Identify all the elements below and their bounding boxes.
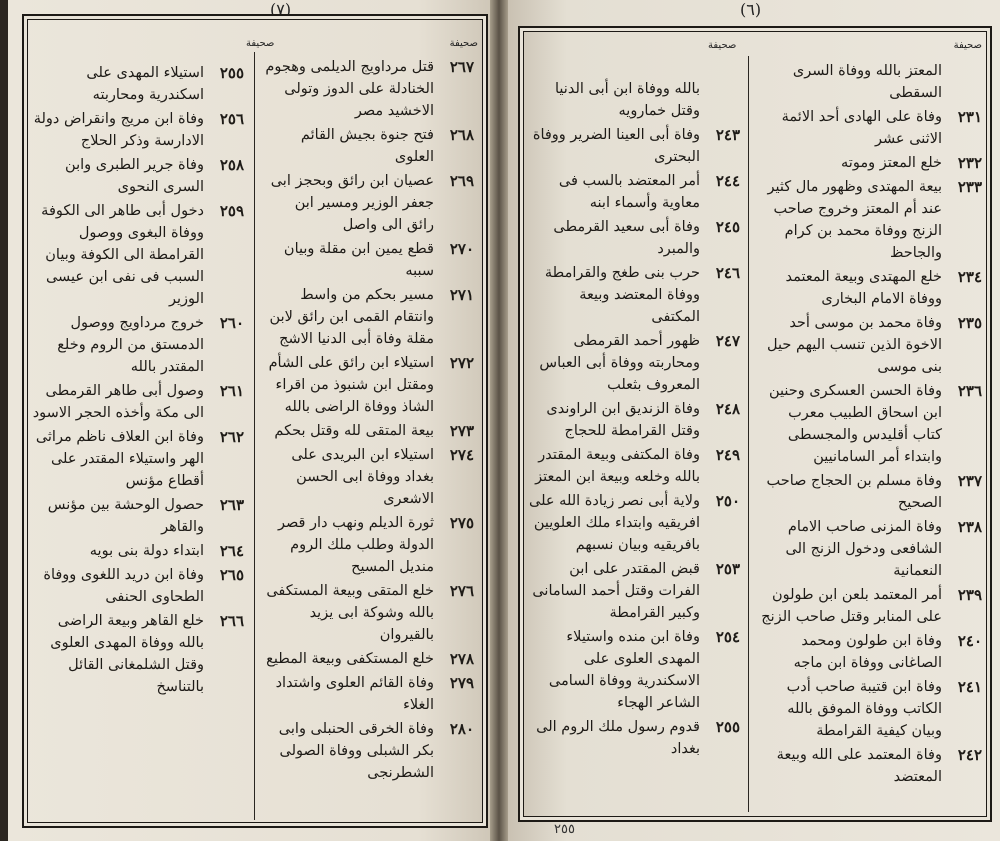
right-inner-entry: [528, 330, 740, 396]
left-outer-entry: [264, 56, 474, 122]
right-inner-entry-title: أمر المعتضد بالسب فى معاوية وأسماء ابنه: [558, 173, 700, 211]
right-outer-entry-title: خلع المهتدى وبيعة المعتمد ووفاة الامام البخارى: [785, 269, 942, 307]
right-outer-entry-title: وفاة ابن طولون ومحمد الصاغانى ووفاة ابن ماجه: [793, 633, 942, 671]
left-outer-column-header: صحيفة: [449, 38, 478, 49]
left-column-divider: [254, 52, 255, 820]
left-outer-entry-page-number: ٢٧٠: [449, 240, 474, 258]
right-inner-entry-page-number: ٢٥٠: [715, 492, 740, 510]
left-inner-entry-title: وفاة ابن مريج وانقراض دولة الادارسة وذكر الحلاج: [33, 111, 204, 149]
right-inner-entry-page-number: ٢٥٤: [715, 628, 740, 646]
right-inner-entry: [528, 216, 740, 260]
right-outer-entry-title: أمر المعتمد بلعن ابن طولون على المنابر وقتل صاحب الزنج: [761, 587, 942, 625]
right-outer-entry-page-number: ٢٣٤: [957, 268, 982, 286]
right-outer-entry-page-number: [942, 60, 982, 104]
right-inner-entry-title: قدوم رسول ملك الروم الى بغداد: [536, 719, 700, 757]
left-inner-entry-title: وصول أبى طاهر القرمطى الى مكة وأخذه الحجر الاسود: [32, 383, 204, 421]
right-inner-entry-title: حرب بنى طغج والقرامطة ووفاة المعتضد وبيعة المكتفى: [544, 265, 700, 325]
right-column-divider: [748, 56, 749, 812]
right-outer-entry: [758, 676, 982, 742]
right-outer-entry-page-number: ٢٣٧: [957, 472, 982, 490]
left-page-number: (٧): [270, 0, 292, 19]
right-outer-entry: [758, 60, 982, 104]
left-inner-entry: [32, 312, 244, 378]
left-outer-entry-title: فتح جنوة بجيش القائم العلوى: [300, 127, 434, 165]
right-outer-entry: [758, 152, 982, 174]
left-outer-entry: [264, 444, 474, 510]
left-inner-entry-title: دخول أبى طاهر الى الكوفة ووفاة البغوى ووصول القرامطة الى الكوفة وبيان السبب فى نفى ابن عيسى الوزير: [41, 203, 204, 307]
right-inner-entry-page-number: ٢٤٥: [715, 218, 740, 236]
left-inner-entry: [32, 564, 244, 608]
left-outer-column: [264, 56, 474, 786]
right-inner-entry-page-number: ٢٤٦: [715, 264, 740, 282]
left-inner-entry: [32, 380, 244, 424]
right-outer-entry: [758, 106, 982, 150]
right-inner-entry: [528, 626, 740, 714]
left-inner-entry: [32, 154, 244, 198]
left-inner-entry: [32, 610, 244, 698]
right-inner-entry-page-number: ٢٤٩: [715, 446, 740, 464]
right-outer-entry-title: وفاة المزنى صاحب الامام الشافعى ودخول الزنج الى النعمانية: [785, 519, 942, 579]
left-outer-entry-title: استيلاء ابن رائق على الشأم ومقتل ابن شنبوذ من اقراء الشاذ ووفاة الراضى بالله: [268, 355, 434, 415]
left-outer-entry-page-number: ٢٧٤: [449, 446, 474, 464]
right-column-header: صحيفة: [953, 40, 982, 51]
left-outer-entry-page-number: ٢٧١: [449, 286, 474, 304]
left-outer-entry-title: مسير بحكم من واسط وانتقام القمى ابن رائق لابن مقلة وفاة أبى الدنيا الاشج: [269, 287, 434, 347]
right-outer-entry-page-number: ٢٣١: [957, 108, 982, 126]
left-outer-entry-page-number: ٢٦٨: [449, 126, 474, 144]
right-outer-entry: [758, 470, 982, 514]
left-outer-entry-page-number: ٢٨٠: [449, 720, 474, 738]
left-inner-entry: [32, 540, 244, 562]
left-outer-entry-title: ثورة الديلم ونهب دار قصر الدولة وطلب ملك الروم منديل المسيح: [277, 515, 434, 575]
left-outer-entry-title: قتل مرداويج الديلمى وهجوم الخنادلة على الدوز وتولى الاخشيد مصر: [265, 59, 434, 119]
right-inner-entry: [528, 558, 740, 624]
right-outer-entry-title: وفاة على الهادى أحد الائمة الاثنى عشر: [781, 109, 942, 147]
left-outer-entry: [264, 672, 474, 716]
left-inner-entry: [32, 108, 244, 152]
right-footer-number: ٢٥٥: [554, 822, 575, 837]
left-outer-entry-title: استيلاء ابن البريدى على بغداد ووفاة ابى الحسن الاشعرى: [291, 447, 434, 507]
left-page: [8, 0, 490, 841]
left-inner-entry-page-number: ٢٥٦: [219, 110, 244, 128]
left-inner-entry: [32, 494, 244, 538]
left-outer-entry: [264, 170, 474, 236]
right-outer-entry-page-number: ٢٤٢: [957, 746, 982, 764]
right-outer-column: [758, 60, 982, 790]
left-outer-entry-page-number: ٢٦٩: [449, 172, 474, 190]
right-outer-entry-title: وفاة المعتمد على الله وبيعة المعتضد: [776, 747, 942, 785]
book-gutter: [490, 0, 508, 841]
right-inner-entry-title: ولاية أبى نصر زيادة الله على افريقيه وابتداء ملك العلويين بافريقيه وبيان نسبهم: [529, 493, 700, 553]
left-inner-entry-page-number: ٢٦٢: [219, 428, 244, 446]
right-outer-entry-title: المعتز بالله ووفاة السرى السقطى: [792, 63, 942, 101]
left-inner-entry-page-number: ٢٦٥: [219, 566, 244, 584]
left-outer-entry-title: خلع المستكفى وبيعة المطيع: [266, 651, 434, 667]
right-outer-entry: [758, 516, 982, 582]
right-outer-entry-title: وفاة الحسن العسكرى وحنين ابن اسحاق الطبيب معرب كتاب أقليدس والمجسطى وابتداء أمر السامانيين: [768, 383, 942, 465]
right-inner-column: [528, 78, 740, 762]
right-inner-entry-title: وفاة أبى سعيد القرمطى والمبرد: [553, 219, 700, 257]
left-inner-entry-page-number: ٢٦٣: [219, 496, 244, 514]
right-inner-entry: [528, 398, 740, 442]
left-inner-column: [32, 62, 244, 700]
right-inner-entry: [528, 124, 740, 168]
left-inner-column-header: صحيفة: [246, 38, 275, 49]
left-outer-entry-page-number: ٢٦٧: [449, 58, 474, 76]
left-outer-entry-page-number: ٢٧٣: [449, 422, 474, 440]
left-outer-entry-page-number: ٢٧٨: [449, 650, 474, 668]
left-inner-entry-page-number: ٢٦٠: [219, 314, 244, 332]
left-inner-entry-title: حصول الوحشة بين مؤنس والقاهر: [47, 497, 204, 535]
right-inner-entry-title: ظهور أحمد القرمطى ومحاربته ووفاة أبى العباس المعروف بثعلب: [539, 333, 700, 393]
right-inner-entry-page-number: ٢٤٣: [715, 126, 740, 144]
right-outer-entry-page-number: ٢٣٦: [957, 382, 982, 400]
left-inner-entry: [32, 200, 244, 310]
left-inner-entry: [32, 62, 244, 106]
right-page: [508, 0, 1000, 841]
right-outer-entry-title: وفاة ابن قتيبة صاحب أدب الكاتب ووفاة الموفق بالله وبيان كيفية القرامطة: [786, 679, 942, 739]
left-inner-entry-page-number: ٢٥٥: [219, 64, 244, 82]
left-inner-entry: [32, 426, 244, 492]
left-outer-entry: [264, 238, 474, 282]
left-inner-entry-title: وفاة ابن دريد اللغوى ووفاة الطحاوى الحنفى: [43, 567, 204, 605]
right-inner-entry-page-number: ٢٤٧: [715, 332, 740, 350]
right-outer-entry-page-number: ٢٣٥: [957, 314, 982, 332]
right-inner-entry: [528, 262, 740, 328]
left-inner-entry-page-number: ٢٥٨: [219, 156, 244, 174]
left-outer-entry-title: عصيان ابن رائق وبحجز ابى جعفر الوزير ومسير ابن رائق الى واصل: [270, 173, 434, 233]
right-page-number: (٦): [740, 0, 762, 19]
right-inner-entry-page-number: ٢٥٣: [715, 560, 740, 578]
right-outer-entry-title: بيعة المهتدى وظهور مال كثير عند أم المعتز وخروج صاحب الزنج ووفاة محمد بن كرام والجاحظ: [767, 179, 942, 261]
right-outer-entry: [758, 312, 982, 378]
right-outer-entry-title: وفاة مسلم بن الحجاج صاحب الصحيح: [766, 473, 942, 511]
left-inner-entry-page-number: ٢٦١: [219, 382, 244, 400]
right-outer-entry-page-number: ٢٤٠: [957, 632, 982, 650]
right-inner-entry: [528, 78, 740, 122]
right-outer-entry: [758, 380, 982, 468]
left-outer-entry-page-number: ٢٧٥: [449, 514, 474, 532]
left-outer-entry-title: خلع المتقى وبيعة المستكفى بالله وشوكة ابى يزيد بالقيروان: [266, 583, 434, 643]
left-outer-entry-title: بيعة المتقى لله وقتل بحكم: [274, 423, 434, 439]
right-inner-entry: [528, 490, 740, 556]
left-outer-entry: [264, 284, 474, 350]
right-inner-entry-title: وفاة ابن منده واستيلاء المهدى العلوى على الاسكندرية ووفاة السامى الشاعر الهجاء: [548, 629, 700, 711]
right-outer-entry: [758, 744, 982, 788]
right-inner-entry-title: وفاة أبى العينا الضرير ووفاة البحترى: [532, 127, 700, 165]
left-outer-entry: [264, 512, 474, 578]
right-outer-entry-title: خلع المعتز وموته: [841, 155, 942, 171]
right-inner-entry-page-number: [700, 78, 740, 122]
left-outer-entry: [264, 580, 474, 646]
left-inner-entry-title: خروج مرداويج ووصول الدمستق من الروم وخلع المقتدر بالله: [57, 315, 204, 375]
right-inner-entry-title: بالله ووفاة ابن أبى الدنيا وقتل خمارويه: [555, 81, 700, 119]
left-outer-entry-title: قطع يمين ابن مقلة وبيان سببه: [283, 241, 434, 279]
left-inner-entry-page-number: ٢٥٩: [219, 202, 244, 220]
left-inner-entry-title: وفاة ابن العلاف ناظم مراثى الهر واستيلاء المقتدر على أقطاع مؤنس: [35, 429, 204, 489]
left-outer-entry-title: وفاة الخرقى الحنبلى وابى بكر الشبلى ووفاة الصولى الشطرنجى: [278, 721, 434, 781]
right-outer-entry-page-number: ٢٤١: [957, 678, 982, 696]
left-outer-entry: [264, 420, 474, 442]
left-inner-entry-page-number: ٢٦٦: [219, 612, 244, 630]
left-outer-entry: [264, 352, 474, 418]
left-inner-entry-title: وفاة جرير الطبرى وابن السرى النحوى: [65, 157, 204, 195]
right-outer-entry-page-number: ٢٣٣: [957, 178, 982, 196]
right-outer-entry: [758, 266, 982, 310]
left-outer-entry: [264, 648, 474, 670]
left-inner-entry-page-number: ٢٦٤: [219, 542, 244, 560]
right-outer-entry-page-number: ٢٣٢: [957, 154, 982, 172]
right-outer-entry: [758, 630, 982, 674]
left-outer-entry-page-number: ٢٧٦: [449, 582, 474, 600]
left-inner-entry-title: ابتداء دولة بنى بويه: [89, 543, 204, 559]
left-outer-entry-page-number: ٢٧٢: [449, 354, 474, 372]
right-inner-entry-page-number: ٢٤٤: [715, 172, 740, 190]
right-outer-entry: [758, 584, 982, 628]
left-inner-entry-title: استيلاء المهدى على اسكندرية ومحاربته: [86, 65, 204, 103]
right-inner-entry-page-number: ٢٥٥: [715, 718, 740, 736]
right-inner-column-header: صحيفة: [708, 40, 737, 51]
right-inner-entry: [528, 170, 740, 214]
right-inner-entry: [528, 444, 740, 488]
right-outer-entry: [758, 176, 982, 264]
right-inner-entry-title: وفاة الزنديق ابن الراوندى وقتل القرامطة للحجاج: [546, 401, 700, 439]
left-outer-entry: [264, 124, 474, 168]
right-outer-entry-page-number: ٢٣٨: [957, 518, 982, 536]
left-outer-entry: [264, 718, 474, 784]
right-inner-entry-title: قبض المقتدر على ابن الفرات وقتل أحمد السامانى وكبير القرامطة: [532, 561, 700, 621]
right-outer-entry-page-number: ٢٣٩: [957, 586, 982, 604]
left-outer-entry-page-number: ٢٧٩: [449, 674, 474, 692]
left-outer-entry-title: وفاة القائم العلوى واشتداد الغلاء: [275, 675, 434, 713]
right-inner-entry: [528, 716, 740, 760]
right-outer-entry-title: وفاة محمد بن موسى أحد الاخوة الذين تنسب اليهم حيل بنى موسى: [767, 315, 942, 375]
right-inner-entry-page-number: ٢٤٨: [715, 400, 740, 418]
right-inner-entry-title: وفاة المكتفى وبيعة المقتدر بالله وخلعه وبيعة ابن المعتز: [535, 447, 700, 485]
left-inner-entry-title: خلع القاهر وبيعة الراضى بالله ووفاة المهدى العلوى وقتل الشلمغانى القائل بالتناسخ: [50, 613, 204, 695]
